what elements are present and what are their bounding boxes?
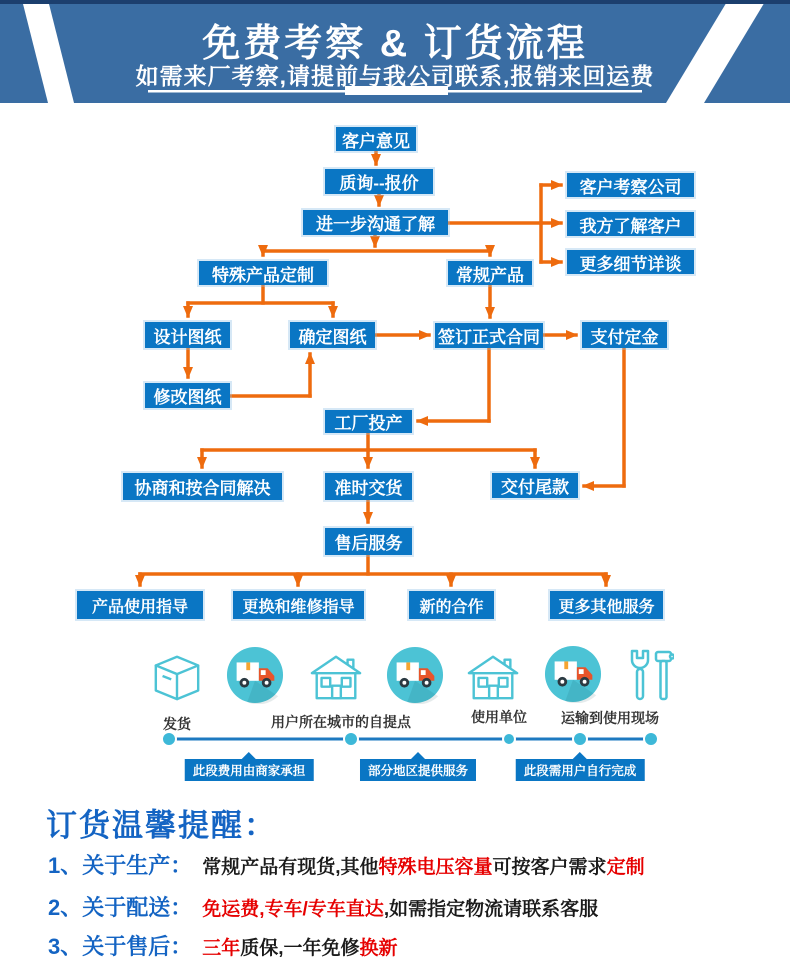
reminder-item-after-sales	[48, 930, 768, 961]
flow-node-pay-balance: 交付尾款	[492, 473, 578, 498]
flow-node-product-usage-guidance: 产品使用指导	[77, 591, 203, 619]
flow-node-more-details-discussion: 更多细节详谈	[567, 250, 694, 274]
flow-node-confirm-drawings: 确定图纸	[290, 322, 375, 348]
reminder-text-segment: 三年	[202, 938, 241, 959]
flow-node-inquiry-quote: 质询--报价	[325, 169, 433, 194]
reminder-item-prefix: 1、关于生产：	[48, 853, 193, 878]
flow-node-design-drawings: 设计图纸	[145, 322, 230, 348]
reminder-text-segment: 可按客户需求	[492, 857, 607, 878]
header-banner	[0, 0, 790, 103]
reminder-item-production	[48, 849, 768, 880]
timeline-label-partial-area: 部分地区提供服务	[360, 759, 476, 781]
reminder-text-segment: ,如需指定物流请联系客服	[383, 899, 599, 920]
reminder-text-segment: 特殊电压容量	[378, 857, 493, 878]
flow-node-after-sales-service: 售后服务	[325, 528, 412, 555]
tools-icon	[626, 647, 674, 703]
reminder-item-delivery	[48, 891, 768, 922]
flow-node-special-product-custom: 特殊产品定制	[199, 261, 327, 285]
delivery-truck-icon	[226, 646, 284, 704]
reminder-text-segment: 定制	[606, 857, 645, 878]
page-subtitle: 如需来厂考察,请提前与我公司联系,报销来回运费	[135, 63, 655, 89]
timeline-label-merchant-cost: 此段费用由商家承担	[185, 759, 314, 781]
flow-node-client-visits-company: 客户考察公司	[567, 173, 694, 197]
reminder-text-segment: 免运费,专车/专车直达	[202, 899, 384, 920]
flow-node-revise-drawings: 修改图纸	[145, 383, 230, 408]
pickup-house-icon	[309, 652, 363, 702]
flow-node-sign-formal-contract: 签订正式合同	[435, 323, 543, 348]
logistics-label-user-unit: 使用单位	[471, 709, 527, 725]
reminder-text-segment: 质保,一年免修	[240, 938, 360, 959]
logistics-label-ship: 发货	[163, 716, 191, 732]
reminder-item-prefix: 3、关于售后：	[48, 934, 193, 959]
user-unit-house-icon	[466, 652, 520, 702]
flow-node-customer-opinion: 客户意见	[336, 127, 416, 151]
flow-node-factory-production: 工厂投产	[325, 410, 412, 433]
reminder-title: 订货温馨提醒：	[46, 808, 277, 843]
flow-node-regular-product: 常规产品	[448, 261, 532, 285]
reminder-text-segment: 常规产品有现货,其他	[202, 857, 379, 878]
timeline-label-user-complete: 此段需用户自行完成	[516, 759, 645, 781]
flow-node-new-cooperation: 新的合作	[409, 591, 494, 619]
logistics-label-pickup-point: 用户所在城市的自提点	[271, 714, 411, 730]
delivery-truck-icon	[544, 645, 602, 703]
flow-node-we-understand-client: 我方了解客户	[567, 212, 694, 236]
package-icon	[151, 651, 203, 703]
logistics-label-transport: 运输到使用现场	[561, 710, 659, 726]
flow-node-pay-deposit: 支付定金	[582, 322, 667, 348]
delivery-truck-icon	[386, 646, 444, 704]
flow-node-further-communication: 进一步沟通了解	[303, 210, 448, 235]
flow-node-on-time-delivery: 准时交货	[325, 473, 412, 500]
reminder-item-prefix: 2、关于配送：	[48, 895, 193, 920]
reminder-text-segment: 换新	[359, 938, 398, 959]
flow-node-negotiate-per-contract: 协商和按合同解决	[123, 473, 282, 500]
flow-node-replacement-repair-guidance: 更换和维修指导	[233, 591, 364, 619]
page-title: 免费考察 & 订货流程	[202, 23, 588, 65]
flow-node-more-other-services: 更多其他服务	[550, 591, 663, 619]
